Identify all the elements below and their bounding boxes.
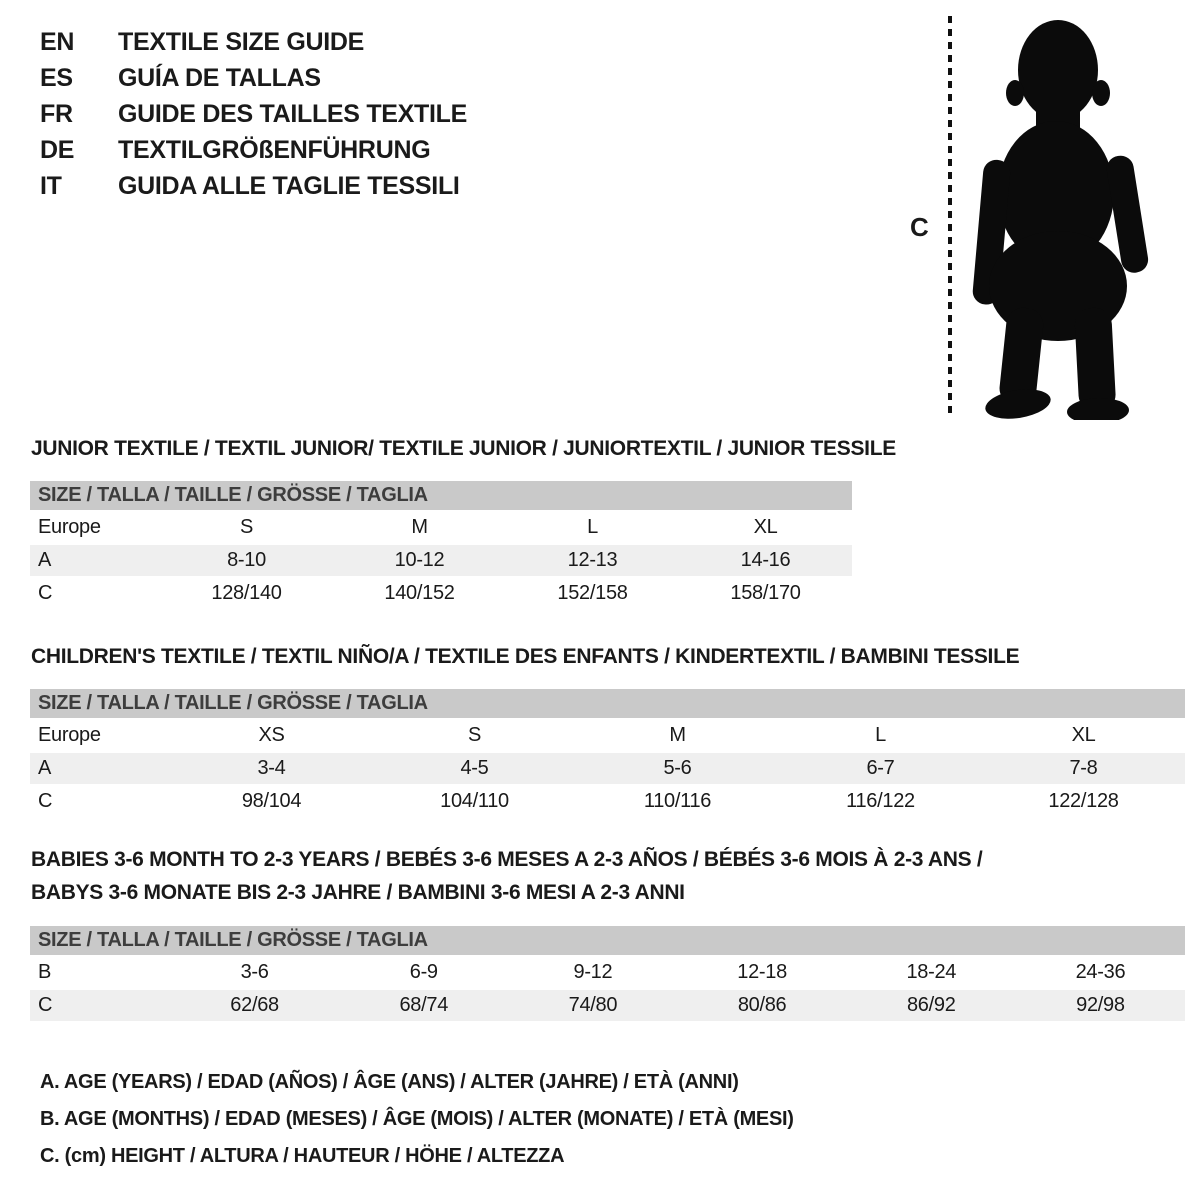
section-children-heading: CHILDREN'S TEXTILE / TEXTIL NIÑO/A / TEXTILE DES ENFANTS / KINDERTEXTIL / BAMBINI TESSILE xyxy=(31,645,1020,668)
column-label: S xyxy=(467,724,482,746)
height-label-c: C xyxy=(910,212,929,242)
column-label: XS xyxy=(258,724,285,746)
cell-value: 8-10 xyxy=(227,549,266,571)
legend-line-b: B. AGE (MONTHS) / EDAD (MESES) / ÂGE (MOIS) / ALTER (MONATE) / ETÀ (MESI) xyxy=(40,1108,794,1130)
cell-value: 10-12 xyxy=(394,549,445,571)
lang-row-it xyxy=(40,168,467,204)
column-label: Europe xyxy=(38,516,101,538)
cell-value: 104/110 xyxy=(440,790,509,812)
junior-size-table xyxy=(30,481,852,611)
lang-title: GUIDE DES TAILLES TEXTILE xyxy=(118,99,468,128)
legend-line-a: A. AGE (YEARS) / EDAD (AÑOS) / ÂGE (ANS) / ALTER (JAHRE) / ETÀ (ANNI) xyxy=(40,1071,739,1093)
row-label: C xyxy=(38,994,53,1016)
cell-value: 14-16 xyxy=(740,549,791,571)
lang-code: IT xyxy=(40,171,62,200)
section-babies-heading-line2: BABYS 3-6 MONATE BIS 2-3 JAHRE / BAMBINI 3-6 MESI A 2-3 ANNI xyxy=(31,881,685,904)
table-row-c xyxy=(30,786,1185,819)
column-label: S xyxy=(239,516,254,538)
cell-value: 158/170 xyxy=(730,582,801,604)
cell-value: 86/92 xyxy=(906,994,956,1016)
toddler-silhouette-image xyxy=(958,8,1158,420)
cell-value: 3-6 xyxy=(240,961,269,983)
lang-title: TEXTILGRÖßENFÜHRUNG xyxy=(118,135,431,164)
cell-value: 128/140 xyxy=(211,582,282,604)
legend xyxy=(40,1064,794,1175)
cell-value: 92/98 xyxy=(1076,994,1125,1016)
lang-code: DE xyxy=(40,135,75,164)
column-label: M xyxy=(669,724,686,746)
cell-value: 74/80 xyxy=(568,994,618,1016)
cell-value: 6-7 xyxy=(866,757,895,779)
cell-value: 9-12 xyxy=(573,961,613,983)
row-label: C xyxy=(38,582,53,604)
cell-value: 18-24 xyxy=(906,961,957,983)
cell-value: 12-13 xyxy=(567,549,618,571)
cell-value: 12-18 xyxy=(737,961,787,983)
row-label: B xyxy=(38,961,52,983)
lang-code: ES xyxy=(40,63,73,92)
lang-row-en xyxy=(40,24,467,60)
cell-value: 152/158 xyxy=(557,582,628,604)
cell-value: 110/116 xyxy=(643,790,712,812)
column-label: L xyxy=(587,516,598,538)
cell-value: 98/104 xyxy=(241,790,302,812)
lang-row-fr xyxy=(40,96,467,132)
language-header xyxy=(40,24,467,204)
cell-value: 122/128 xyxy=(1048,790,1119,812)
table-header-row xyxy=(30,512,852,545)
column-label: Europe xyxy=(38,724,101,746)
cell-value: 68/74 xyxy=(399,994,449,1016)
cell-value: 116/122 xyxy=(846,790,915,812)
column-label: XL xyxy=(753,516,778,538)
cell-value: 7-8 xyxy=(1069,757,1098,779)
cell-value: 5-6 xyxy=(663,757,692,779)
cell-value: 6-9 xyxy=(409,961,438,983)
lang-row-es xyxy=(40,60,467,96)
table-row-a xyxy=(30,753,1185,786)
height-measure-line xyxy=(948,16,952,414)
row-label: C xyxy=(38,790,53,812)
column-label: M xyxy=(411,516,428,538)
table-row-c xyxy=(30,578,852,611)
size-bar: SIZE / TALLA / TAILLE / GRÖSSE / TAGLIA xyxy=(30,689,1185,720)
section-babies-heading-line1: BABIES 3-6 MONTH TO 2-3 YEARS / BEBÉS 3-6 MESES A 2-3 AÑOS / BÉBÉS 3-6 MOIS À 2-3 ANS / xyxy=(31,848,983,871)
children-size-table xyxy=(30,689,1185,819)
table-header-row xyxy=(30,720,1185,753)
babies-size-table xyxy=(30,926,1185,1023)
size-bar: SIZE / TALLA / TAILLE / GRÖSSE / TAGLIA xyxy=(30,481,852,512)
lang-title: GUÍA DE TALLAS xyxy=(118,63,321,92)
cell-value: 140/152 xyxy=(384,582,455,604)
legend-line-c: C. (cm) HEIGHT / ALTURA / HAUTEUR / HÖHE / ALTEZZA xyxy=(40,1145,565,1167)
table-row-a xyxy=(30,545,852,578)
row-label: A xyxy=(38,549,52,571)
table-row-b xyxy=(30,957,1185,990)
size-bar: SIZE / TALLA / TAILLE / GRÖSSE / TAGLIA xyxy=(30,926,1185,957)
lang-code: FR xyxy=(40,99,73,128)
table-row-c xyxy=(30,990,1185,1023)
lang-code: EN xyxy=(40,27,75,56)
cell-value: 4-5 xyxy=(460,757,489,779)
cell-value: 24-36 xyxy=(1075,961,1126,983)
column-label: L xyxy=(875,724,886,746)
cell-value: 3-4 xyxy=(257,757,286,779)
lang-title: GUIDA ALLE TAGLIE TESSILI xyxy=(118,171,460,200)
cell-value: 80/86 xyxy=(737,994,787,1016)
lang-row-de xyxy=(40,132,467,168)
section-junior-heading: JUNIOR TEXTILE / TEXTIL JUNIOR/ TEXTILE JUNIOR / JUNIORTEXTIL / JUNIOR TESSILE xyxy=(31,437,896,460)
lang-title: TEXTILE SIZE GUIDE xyxy=(118,27,365,56)
cell-value: 62/68 xyxy=(230,994,279,1016)
row-label: A xyxy=(38,757,52,779)
column-label: XL xyxy=(1071,724,1096,746)
